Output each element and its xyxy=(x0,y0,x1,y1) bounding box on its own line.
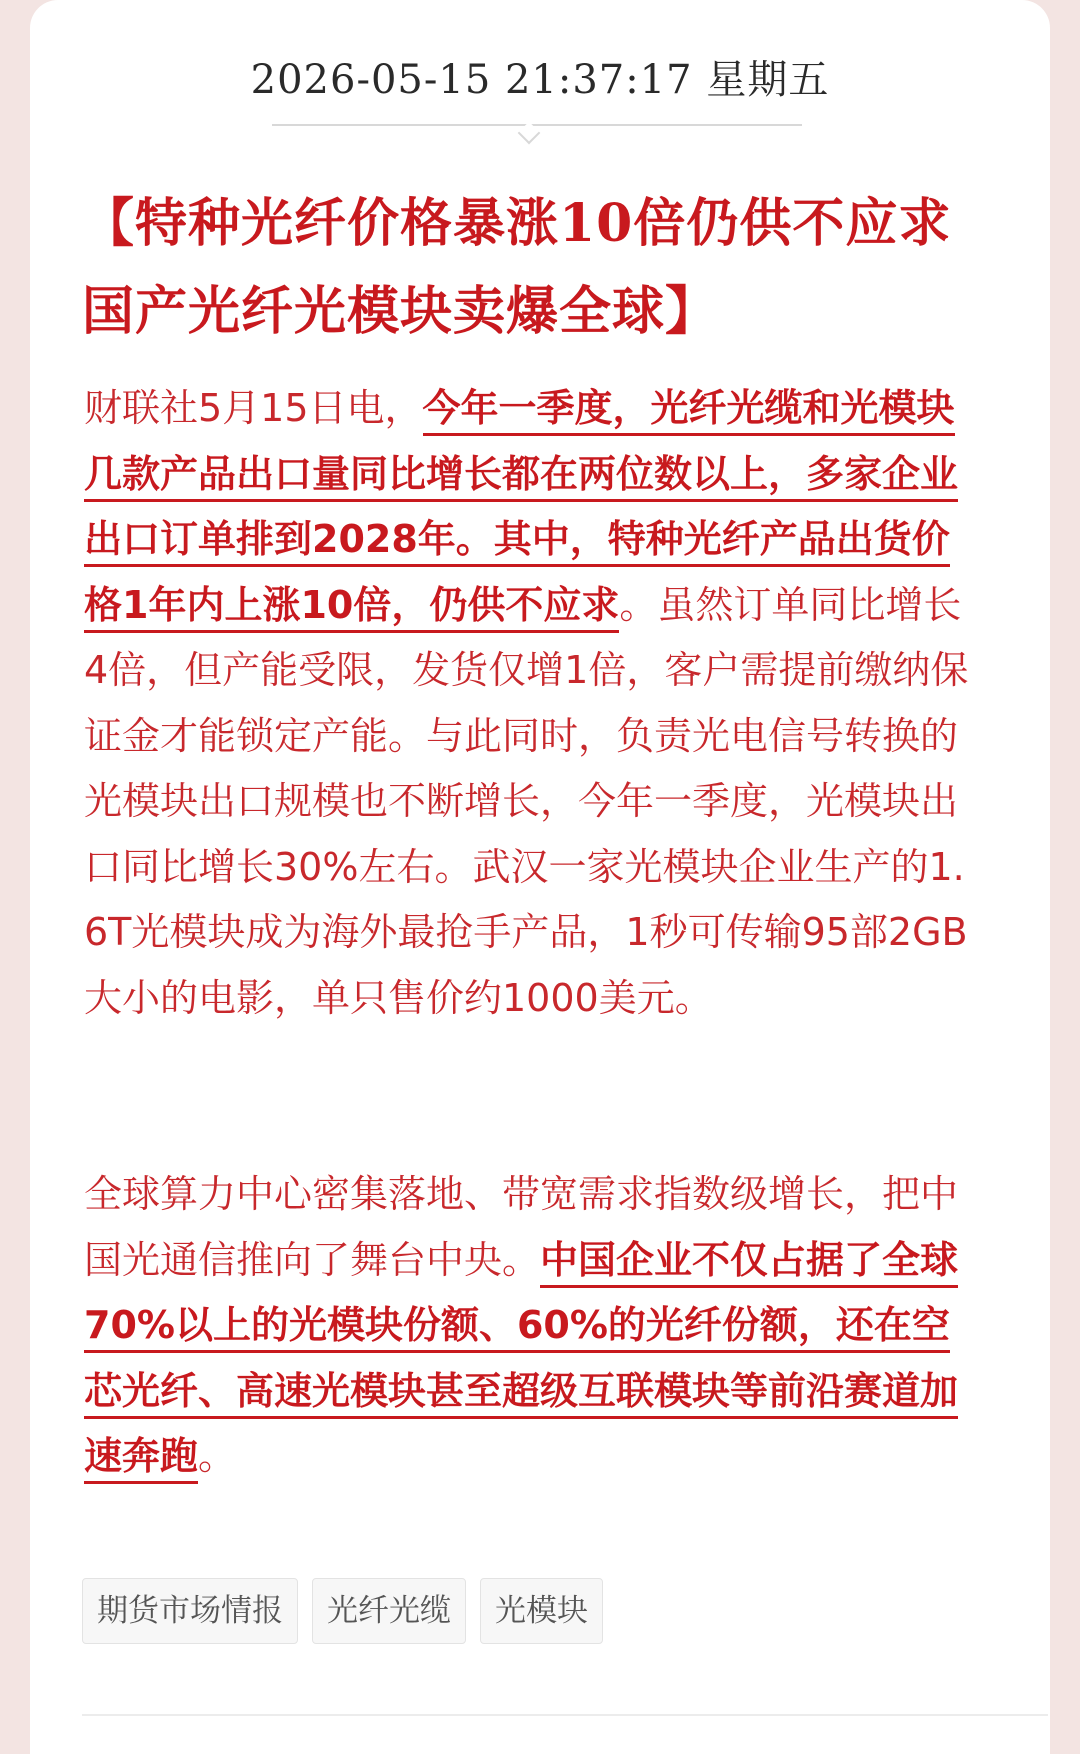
datetime-divider xyxy=(272,124,802,126)
paragraph-2-lead-text: 全球算力中心密集落地、带宽需求指数级增长，把中国光通信推向了舞台中央。 xyxy=(84,1172,959,1282)
article-paragraph-2 xyxy=(84,1162,984,1490)
tag-futures-market-intel[interactable]: 期货市场情报 xyxy=(82,1578,298,1644)
footer-divider xyxy=(82,1714,1048,1716)
paragraph-1-trailing-text: 。虽然订单同比增长4倍，但产能受限，发货仅增1倍，客户需提前缴纳保证金才能锁定产能。与此同时，负责光电信号转换的光模块出口规模也不断增长，今年一季度，光模块出口同比增长30%左右。武汉一家光模块企业生产的1.6T光模块成为海外最抢手产品，1秒可传输95部2GB大小的电影，单只售价约1000美元。 xyxy=(84,582,969,1020)
article-paragraph-1 xyxy=(84,376,984,1031)
paragraph-1-lead-text: 财联社5月15日电， xyxy=(84,386,423,430)
article-title: 【特种光纤价格暴涨10倍仍供不应求 国产光纤光模块卖爆全球】 xyxy=(82,193,952,342)
paragraph-2-highlighted-text: 中国企业不仅占据了全球70%以上的光模块份额、60%的光纤份额，还在空芯光纤、高速光模块甚至超级互联模块等前沿赛道加速奔跑 xyxy=(84,1238,958,1485)
paragraph-1-highlighted-text: 今年一季度，光纤光缆和光模块几款产品出口量同比增长都在两位数以上，多家企业出口订单排到2028年。其中，特种光纤产品出货价格1年内上涨10倍，仍供不应求 xyxy=(84,386,958,633)
tag-optical-fiber-cable[interactable]: 光纤光缆 xyxy=(312,1578,466,1644)
tag-list xyxy=(82,1578,603,1644)
paragraph-2-trailing-text: 。 xyxy=(198,1434,237,1478)
tag-optical-module[interactable]: 光模块 xyxy=(480,1578,603,1644)
publish-datetime: 2026-05-15 21:37:17 星期五 xyxy=(250,57,830,103)
